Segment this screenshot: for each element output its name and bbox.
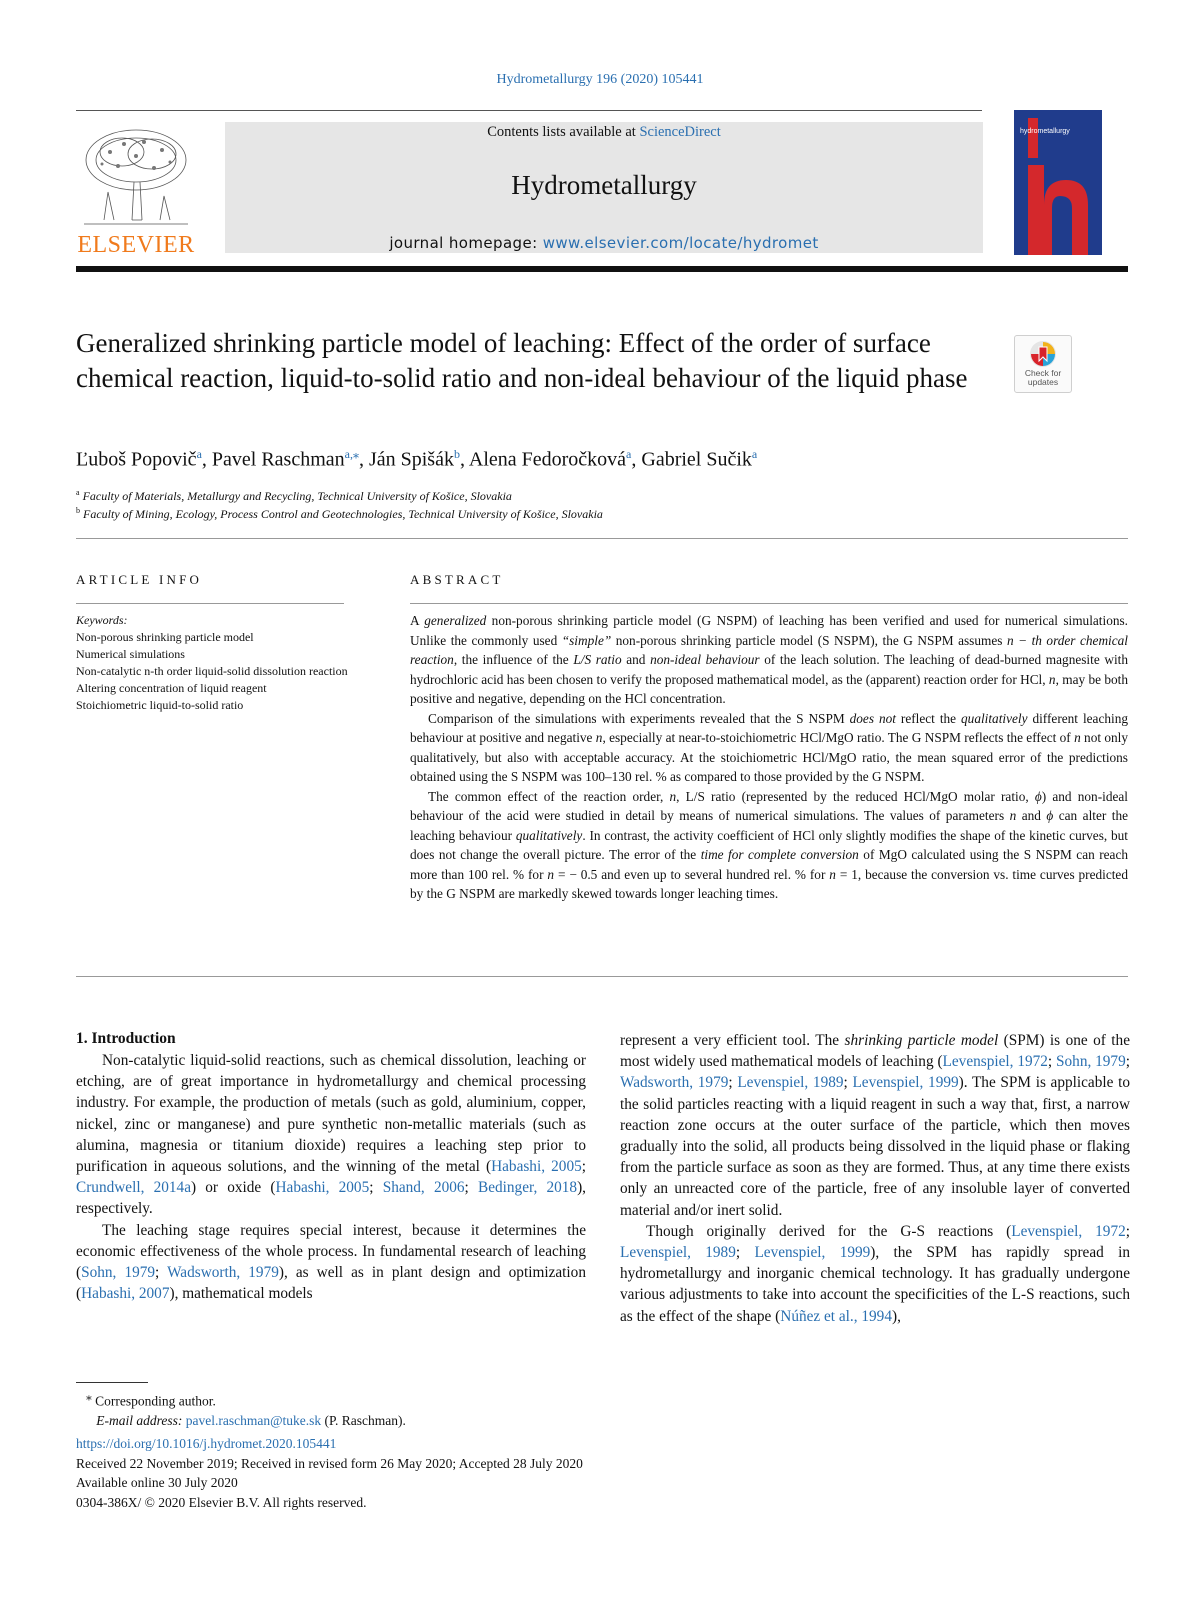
publisher-name: ELSEVIER: [77, 232, 195, 258]
contents-prefix: Contents lists available at: [487, 124, 640, 140]
keyword: Altering concentration of liquid reagent: [76, 681, 267, 695]
author-separator: ,: [459, 448, 469, 471]
citation-link[interactable]: Levenspiel, 1989: [620, 1244, 736, 1262]
author-list: [76, 447, 1076, 472]
citation-link[interactable]: Levenspiel, 1999: [852, 1074, 959, 1092]
author-affiliation-mark[interactable]: b: [453, 447, 460, 461]
citation-link[interactable]: Sohn, 1979: [1056, 1053, 1126, 1071]
citation-link[interactable]: Habashi, 2005: [491, 1158, 582, 1176]
affiliation-mark: a: [76, 488, 80, 497]
citation-link[interactable]: Levenspiel, 1999: [754, 1244, 871, 1262]
footnote-rule: [76, 1382, 148, 1383]
abstract-heading: ABSTRACT: [410, 572, 504, 587]
author-affiliation-mark[interactable]: a,⁎: [344, 447, 359, 461]
citation-link[interactable]: Wadsworth, 1979: [620, 1074, 729, 1092]
publication-info: [76, 1434, 776, 1512]
email-label: E-mail address:: [96, 1413, 186, 1428]
body-divider: [76, 976, 1128, 977]
citation-link[interactable]: Sohn, 1979: [81, 1264, 156, 1282]
author[interactable]: Ján Spišák: [368, 448, 454, 471]
corresponding-author-note: ⁎ Corresponding author.: [86, 1391, 216, 1409]
abstract-paragraph: A generalized non-porous shrinking particle model (G NSPM) of leaching has been verified and used for numerical simulations. Unlike the commonly used “simple” non-porous shrinking particle model (S NSPM), the G NSPM assumes n − th order chemical reaction, the influence of the L/S ratio and non-ideal behaviour of the leach solution. The leaching of dead-burned magnesite with hydrochloric acid has been chosen to verify the proposed mathematical model, as the (apparent) reaction order for HCl, n, may be both positive and negative, depending on the HCl concentration.: [410, 613, 1128, 706]
author[interactable]: Gabriel Sučik: [641, 448, 752, 471]
journal-name: Hydrometallurgy: [511, 170, 697, 200]
citation-link[interactable]: Levenspiel, 1972: [942, 1053, 1048, 1071]
email-note: E-mail address: pavel.raschman@tuke.sk (P. Raschman).: [96, 1413, 406, 1428]
copyright: 0304-386X/ © 2020 Elsevier B.V. All rights reserved.: [76, 1494, 367, 1510]
citation-link[interactable]: Shand, 2006: [382, 1179, 465, 1197]
keyword: Non-catalytic n-th order liquid-solid dissolution reaction: [76, 664, 348, 678]
author[interactable]: Pavel Raschman: [211, 448, 345, 471]
section-divider: [76, 538, 1128, 539]
available-online: Available online 30 July 2020: [76, 1475, 238, 1490]
abstract-paragraph: Comparison of the simulations with experiments revealed that the S NSPM does not reflect the qualitatively different leaching behaviour at positive and negative n, especially at near-to-stoichiometric HCl/MgO ratio. The G NSPM reflects the effect of n not only qualitatively, but also with acceptable accuracy. At the stoichiometric HCl/MgO ratio, the mean squared error of the predictions obtained using the S NSPM was 100–130 rel. % as compared to those provided by the G NSPM.: [410, 710, 1129, 784]
keyword: Numerical simulations: [76, 647, 185, 661]
citation-link[interactable]: Habashi, 2007: [81, 1285, 170, 1303]
author[interactable]: Ľuboš Popovič: [76, 448, 197, 471]
keyword: Stoichiometric liquid-to-solid ratio: [76, 698, 244, 712]
doi-link[interactable]: https://doi.org/10.1016/j.hydromet.2020.105441: [76, 1436, 337, 1451]
article-title: Generalized shrinking particle model of leaching: Effect of the order of surface chemical reaction, liquid-to-solid ratio and non-ideal behaviour of the liquid phase: [76, 328, 968, 393]
citation-link[interactable]: Habashi, 2005: [275, 1179, 370, 1197]
section-heading: 1. Introduction: [76, 1030, 176, 1047]
affiliation: [76, 488, 976, 504]
author-separator: ,: [631, 448, 642, 471]
author[interactable]: Alena Fedoročková: [468, 448, 627, 471]
citation-link[interactable]: Wadsworth, 1979: [167, 1264, 279, 1282]
author-affiliation-mark[interactable]: a: [196, 447, 202, 461]
contents-line: [225, 124, 983, 141]
journal-cover-image: [1014, 110, 1102, 255]
sciencedirect-link[interactable]: ScienceDirect: [639, 124, 721, 140]
body-paragraph: The leaching stage requires special interest, because it determines the economic effectiveness of the whole process. In fundamental research of leaching (Sohn, 1979; Wadsworth, 1979), as well as in plant design and optimization (Habashi, 2007), mathematical models: [76, 1221, 586, 1303]
body-paragraph: Non-catalytic liquid-solid reactions, such as chemical dissolution, leaching or etching, are of great importance in hydrometallurgy and chemical processing industry. For example, the production of metals (such as gold, aluminium, copper, nickel, zinc or manganese) and pure synthetic non-metallic materials (such as alumina, magnesia or titanium dioxide) requires a leaching step prior to purification in aqueous solutions, and the winning of the metal (Habashi, 2005; Crundwell, 2014a) or oxide (Habashi, 2005; Shand, 2006; Bedinger, 2018), respectively.: [76, 1052, 586, 1218]
abstract-body: [410, 611, 1128, 904]
affiliation-text: Faculty of Mining, Ecology, Process Control and Geotechnologies, Technical University of Košice, Slovakia: [83, 507, 603, 521]
body-paragraph: Though originally derived for the G-S reactions (Levenspiel, 1972; Levenspiel, 1989; Levenspiel, 1999), the SPM has rapidly spread in hydrometallurgy and inorganic chemical technology. It has gradually undergone various adjustments to take into account the specificities of the L-S reactions, such as the effect of the shape (Núñez et al., 1994),: [620, 1222, 1130, 1325]
abstract-rule: [410, 603, 1128, 604]
citation-link[interactable]: Núñez et al., 1994: [780, 1307, 892, 1325]
body-column-right: [620, 1030, 1130, 1327]
homepage-prefix: journal homepage:: [389, 234, 543, 252]
crossmark-icon: [1028, 339, 1058, 369]
citation-link[interactable]: Crundwell, 2014a: [76, 1179, 191, 1197]
affiliation-mark: b: [76, 506, 80, 515]
affiliation-text: Faculty of Materials, Metallurgy and Recycling, Technical University of Košice, Slovakia: [82, 489, 512, 503]
body-column-left: [76, 1050, 586, 1304]
homepage-link[interactable]: www.elsevier.com/locate/hydromet: [542, 234, 819, 252]
check-for-updates-badge[interactable]: [1014, 335, 1072, 393]
keywords-label: Keywords:: [76, 613, 128, 627]
author-affiliation-mark[interactable]: a: [751, 447, 758, 461]
header-thick-rule: [76, 266, 1128, 272]
header-rule: [76, 110, 982, 111]
affiliation: [76, 506, 976, 522]
article-info-rule: [76, 603, 344, 604]
journal-homepage: [225, 234, 983, 252]
keyword: Non-porous shrinking particle model: [76, 630, 254, 644]
cover-title: hydrometallurgy: [1020, 128, 1070, 135]
abstract-paragraph: The common effect of the reaction order, n, L/S ratio (represented by the reduced HCl/MgO molar ratio, ϕ) and non-ideal behaviour of the acid were studied in detail by means of numerical simulations. The values of parameters n and ϕ can alter the leaching behaviour qualitatively. In contrast, the activity coefficient of HCl only slightly modifies the shape of the kinetic curves, but does not change the overall picture. The error of the time for complete conversion of MgO calculated using the S NSPM can reach more than 100 rel. % for n = − 0.5 and even up to several hundred rel. % for n = 1, because the conversion vs. time curves predicted by the G NSPM are markedly skewed towards longer leaching times.: [410, 788, 1128, 901]
author-affiliation-mark[interactable]: a: [626, 447, 632, 461]
citation-link[interactable]: Bedinger, 2018: [478, 1179, 578, 1197]
author-separator: ,: [358, 448, 369, 471]
received-dates: Received 22 November 2019; Received in revised form 26 May 2020; Accepted 28 July 2020: [76, 1455, 583, 1471]
footnotes: [76, 1388, 676, 1431]
keywords-block: [76, 612, 356, 714]
citation-link[interactable]: Levenspiel, 1989: [737, 1074, 844, 1092]
author-separator: ,: [201, 448, 212, 471]
article-info-heading: ARTICLE INFO: [76, 572, 203, 587]
email-link[interactable]: pavel.raschman@tuke.sk: [185, 1413, 322, 1428]
check-for-updates-label: Check for updates: [1024, 368, 1062, 387]
corresponding-mark: ⁎: [86, 1391, 92, 1403]
journal-citation-link[interactable]: Hydrometallurgy 196 (2020) 105441: [496, 72, 704, 87]
citation-link[interactable]: Levenspiel, 1972: [1011, 1222, 1126, 1240]
body-paragraph: represent a very efficient tool. The shrinking particle model (SPM) is one of the most widely used mathematical models of leaching (Levenspiel, 1972; Sohn, 1979; Wadsworth, 1979; Levenspiel, 1989; Levenspiel, 1999). The SPM is applicable to the solid particles reacting with a liquid reagent in such a way that, first, a narrow reaction zone occurs at the outer surface of the particle, which then moves gradually into the solid, all products being dissolved in the liquid phase or flaking from the particle surface as soon as they are formed. Thus, at any time there exists only an unreacted core of the particle, free of any insoluble layer of converted material and/or inert solid.: [620, 1032, 1130, 1219]
